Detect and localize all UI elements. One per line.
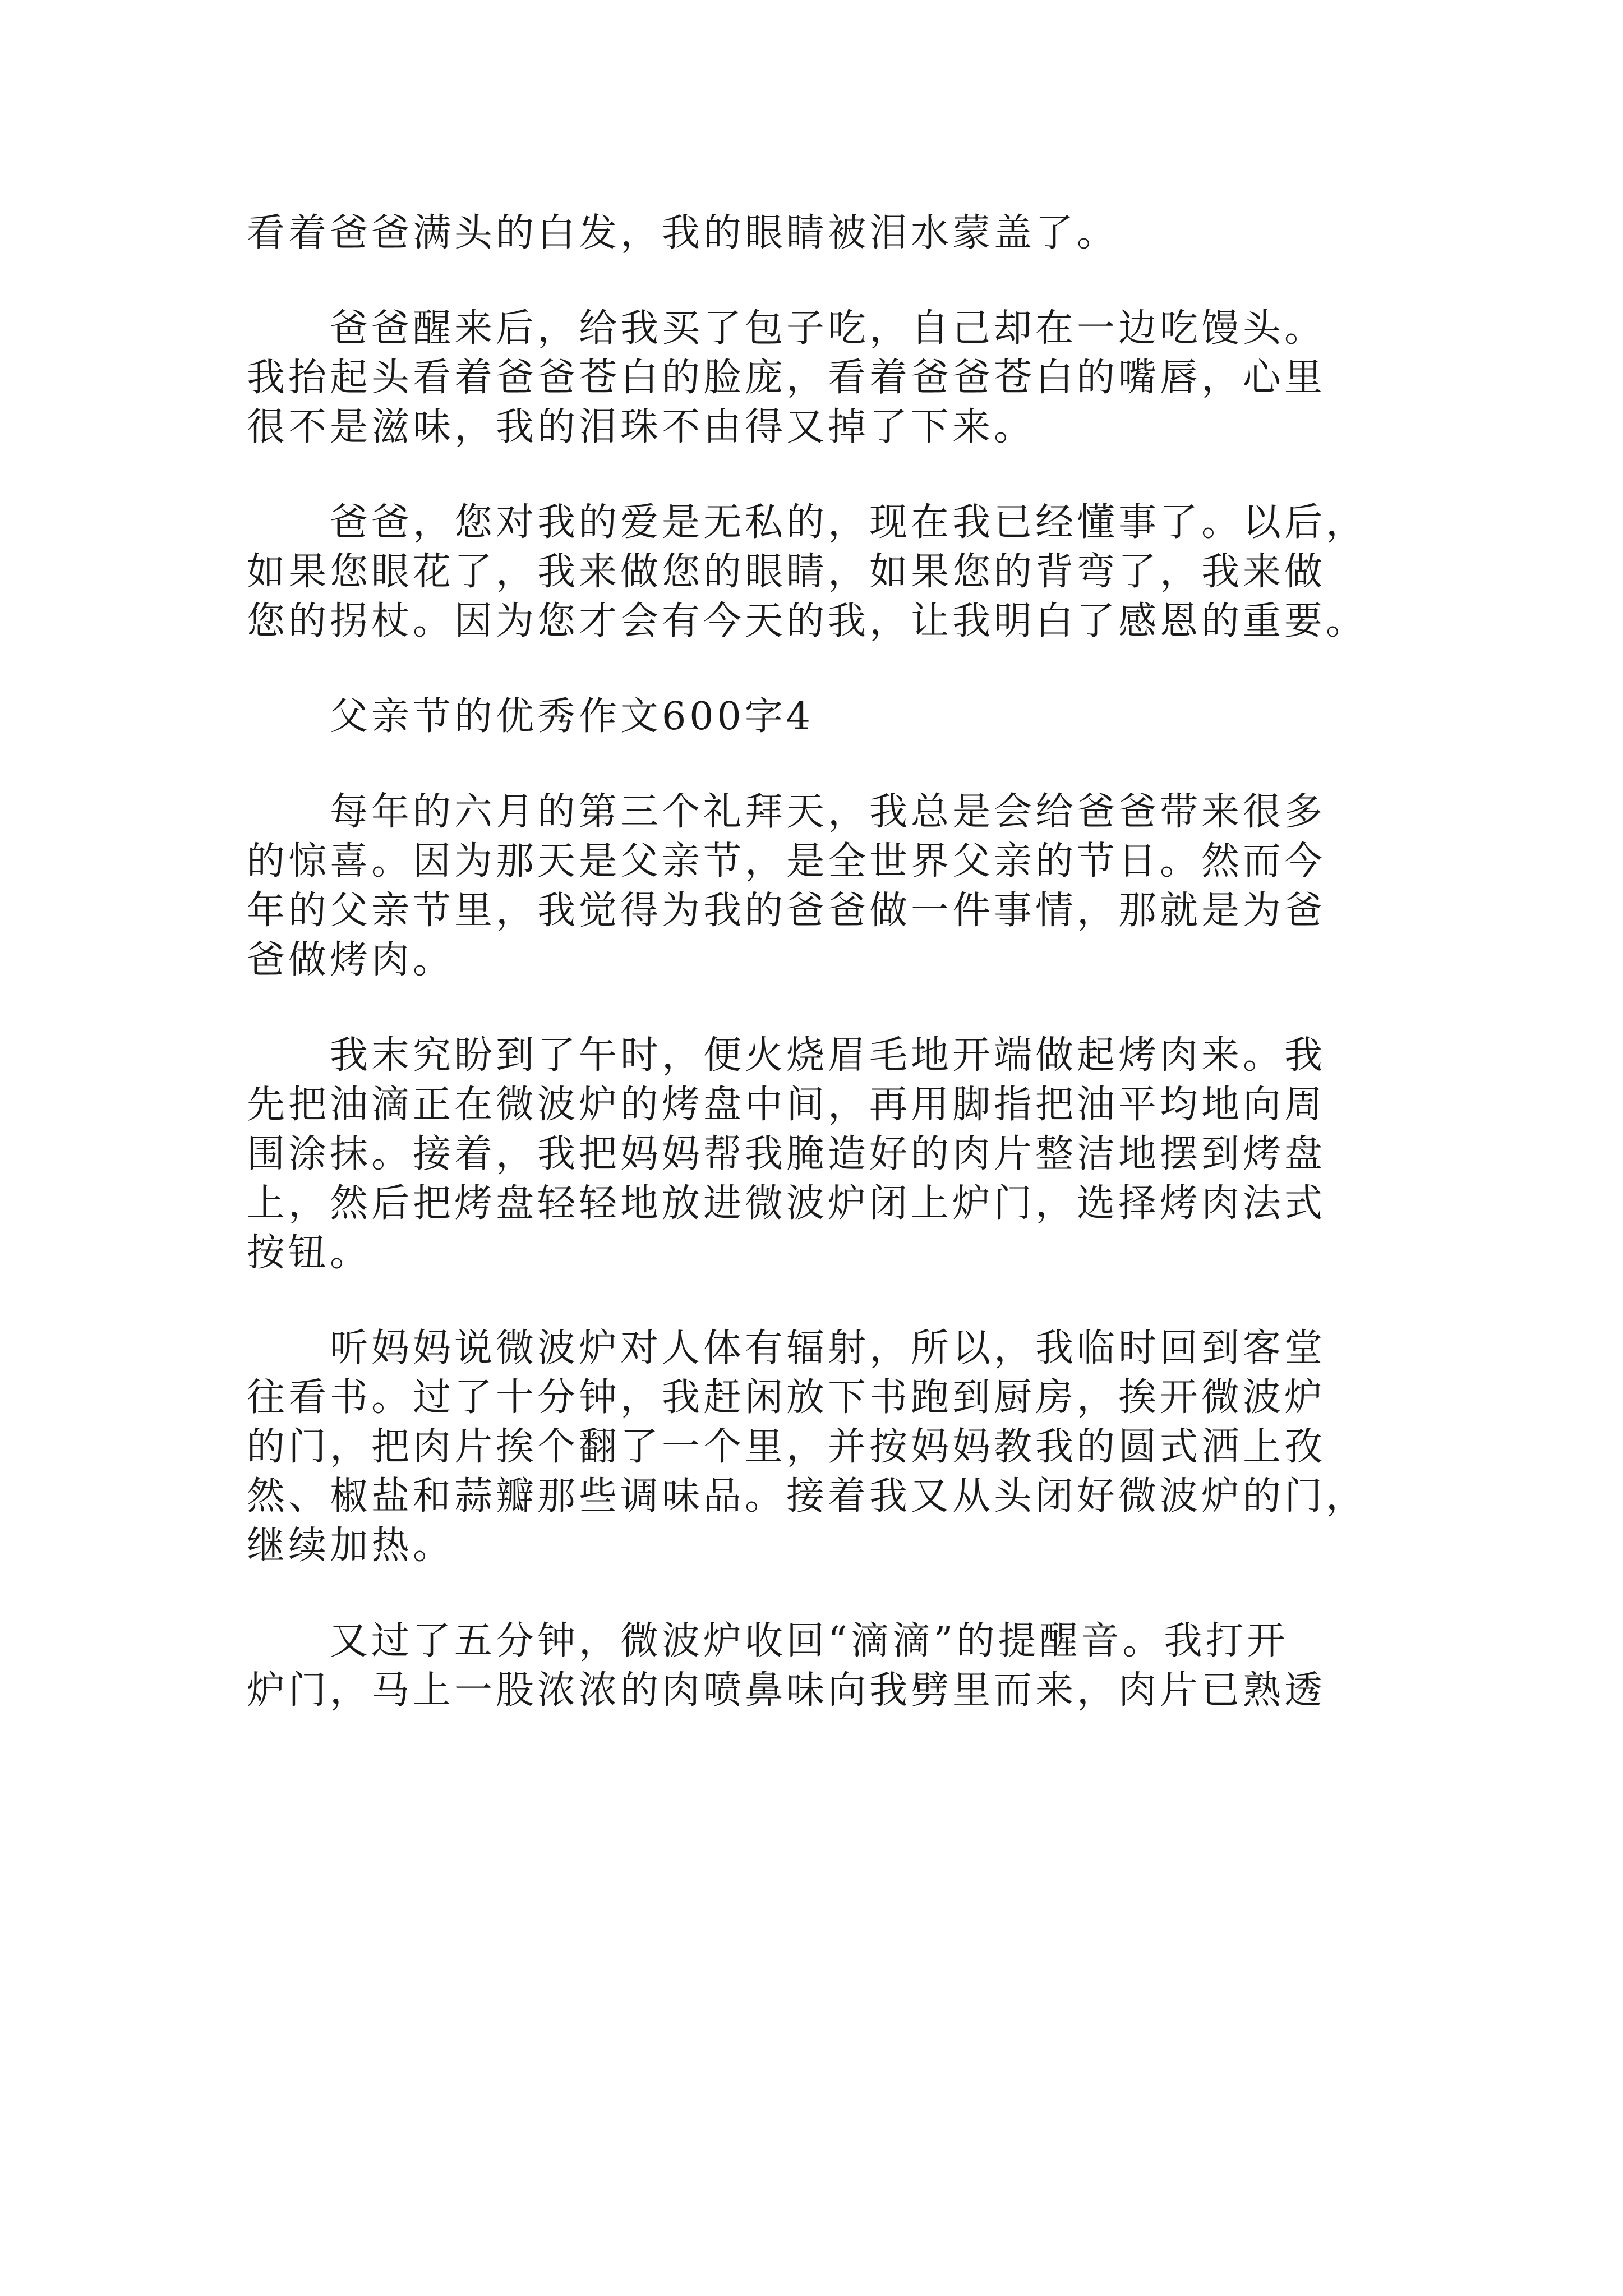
paragraph-start-line: 听妈妈说微波炉对人体有辐射，所以，我临时回到客堂	[330, 1326, 1326, 1370]
text-line: 按钮。	[247, 1231, 372, 1275]
paragraph-start-line: 爸爸，您对我的爱是无私的，现在我已经懂事了。以后，	[330, 500, 1368, 545]
section-heading: 父亲节的优秀作文600字4	[330, 694, 814, 739]
text-line: 继续加热。	[247, 1524, 455, 1568]
text-line: 的惊喜。因为那天是父亲节，是全世界父亲的节日。然而今	[247, 839, 1326, 884]
text-line: 先把油滴正在微波炉的烤盘中间，再用脚指把油平均地向周	[247, 1083, 1326, 1127]
paragraph-start-line: 我末究盼到了午时，便火烧眉毛地开端做起烤肉来。我	[330, 1033, 1326, 1078]
text-line: 爸做烤肉。	[247, 938, 455, 982]
text-line: 的门，把肉片挨个翻了一个里，并按妈妈教我的圆式洒上孜	[247, 1425, 1326, 1469]
text-line: 然、椒盐和蒜瓣那些调味品。接着我又从头闭好微波炉的门，	[247, 1474, 1368, 1519]
paragraph-start-line: 又过了五分钟，微波炉收回“滴滴”的提醒音。我打开	[330, 1619, 1289, 1663]
text-line: 我抬起头看着爸爸苍白的脸庞，看着爸爸苍白的嘴唇，心里	[247, 356, 1326, 400]
text-line: 年的父亲节里，我觉得为我的爸爸做一件事情，那就是为爸	[247, 889, 1326, 933]
text-line: 很不是滋味，我的泪珠不由得又掉了下来。	[247, 405, 1036, 449]
document-body	[247, 209, 1391, 1715]
text-line: 如果您眼花了，我来做您的眼睛，如果您的背弯了，我来做	[247, 550, 1326, 594]
paragraph-start-line: 爸爸醒来后，给我买了包子吃，自己却在一边吃馒头。	[330, 306, 1326, 351]
text-line: 看着爸爸满头的白发，我的眼睛被泪水蒙盖了。	[247, 211, 1119, 255]
text-line: 您的拐杖。因为您才会有今天的我，让我明白了感恩的重要。	[247, 599, 1368, 643]
text-line: 炉门，马上一股浓浓的肉喷鼻味向我劈里而来，肉片已熟透	[247, 1668, 1326, 1713]
text-line: 往看书。过了十分钟，我赶闲放下书跑到厨房，挨开微波炉	[247, 1375, 1326, 1420]
text-line: 上，然后把烤盘轻轻地放进微波炉闭上炉门，选择烤肉法式	[247, 1181, 1326, 1226]
text-line: 围涂抹。接着，我把妈妈帮我腌造好的肉片整洁地摆到烤盘	[247, 1132, 1326, 1176]
paragraph-start-line: 每年的六月的第三个礼拜天，我总是会给爸爸带来很多	[330, 790, 1326, 834]
